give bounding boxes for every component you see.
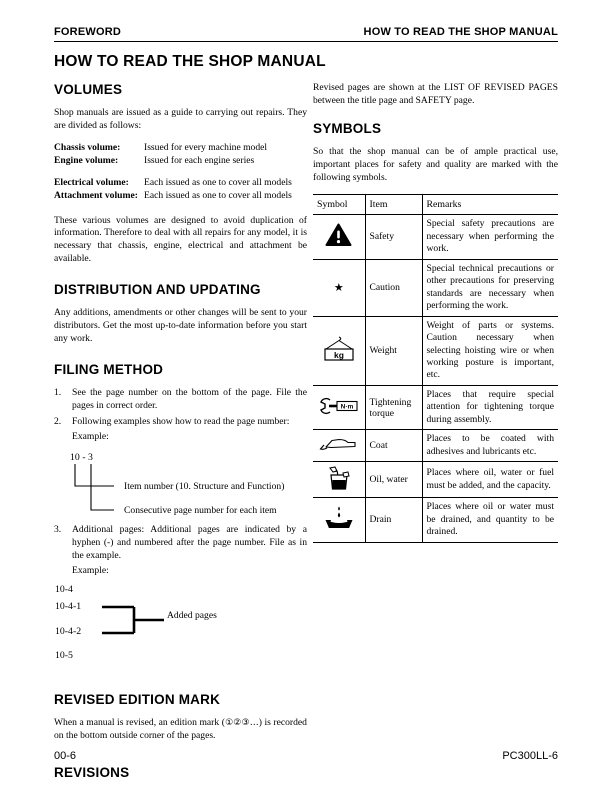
step-number: 3. [54,524,62,536]
revised-pages-note: Revised pages are shown at the LIST OF REVISED PAGES between the title page and SAFETY page. [313,82,558,106]
step-number: 1. [54,387,62,399]
revised-edition-mark-body [54,717,307,743]
diagram-line [75,464,114,486]
volume-row-electrical [54,177,307,190]
table-row-caution [313,259,558,316]
filing-heading: FILING METHOD [54,362,164,378]
running-footer [54,750,558,762]
remarks-column-header: Remarks [422,195,558,215]
step-text: Following examples show how to read the page number: [72,415,290,427]
safety-triangle-icon [325,223,352,247]
table-cell-item: Safety [365,215,422,259]
symbols-table-header-row [313,195,558,215]
table-cell-item: Oil, water [365,462,422,498]
example1-code: 10 - 3 [70,452,93,464]
filing-step-1 [54,387,307,412]
page-number-diagram [54,448,307,520]
table-cell-item: Coat [365,430,422,462]
example1-item-number-label: Item number (10. Structure and Function) [124,481,285,493]
volumes-heading: VOLUMES [54,82,123,97]
added-pages-label: Added pages [167,610,217,622]
distribution-body: Any additions, amendments or other changes will be sent to your distributors. Get the most up-to-date information before you start any work. [54,307,307,344]
volume-label: Chassis volume: [54,142,121,154]
table-cell-remarks: Places that require special attention for tightening torque during assembly. [422,385,558,429]
volume-label: Engine volume: [54,155,119,167]
table-row-drain [313,498,558,542]
body-text: ) is recorded on the bottom outside corner of the pages. [54,717,307,742]
example1-page-number-label: Consecutive page number for each item [124,505,277,517]
filing-steps [54,387,307,428]
volumes-intro: Shop manuals are issued as a guide to carrying out repairs. They are divided as follows: [54,107,307,131]
table-row-coat [313,430,558,462]
filing-steps-cont [54,524,307,562]
page-title: HOW TO READ THE SHOP MANUAL [54,53,326,70]
coat-icon [319,436,359,452]
header-right-label: HOW TO READ THE SHOP MANUAL [363,26,558,38]
volume-label: Electrical volume: [54,177,129,188]
table-cell-remarks: Places to be coated with adhesives and lubricants etc. [422,430,558,462]
table-row-oil-water [313,462,558,498]
revised-edition-mark-heading: REVISED EDITION MARK [54,692,221,708]
volume-list [54,142,307,202]
footer-page-number: 00-6 [54,750,77,762]
left-column [54,82,307,780]
kg-label: kg [333,350,344,361]
volumes-outro: These various volumes are designed to avoid duplication of information. Therefore to deal with all repairs for any model, it is necessary that chassis, engine, electrical and attachment be available. [54,214,307,264]
step-text: Additional pages: Additional pages are indicated by a hyphen (-) and numbered after the page number. File as in the example. [72,524,307,561]
oil-water-icon [327,465,351,491]
table-cell-item: Drain [365,498,422,542]
volume-row-engine [54,155,307,168]
table-cell-remarks: Weight of parts or systems. Caution necessary when selecting hoisting wire or when working posture is important, etc. [422,316,558,385]
step-text: See the page number on the bottom of the page. File the pages in correct order. [72,387,307,411]
distribution-heading: DISTRIBUTION AND UPDATING [54,282,261,298]
nm-label: N·m [340,403,354,411]
page-code: 10-4-2 [55,626,82,638]
table-row-safety [313,215,558,259]
table-row-weight [313,316,558,385]
running-header [54,26,558,42]
diagram-line [91,464,114,510]
volume-desc: Issued for every machine model [144,142,268,154]
page-code: 10-4-1 [55,601,82,613]
volume-desc: Issued for each engine series [144,155,255,167]
volume-row-attachment [54,190,307,203]
bracket-line [102,607,164,633]
footer-model-code: PC300LL-6 [502,750,558,762]
table-cell-remarks: Places where oil or water must be drained, and quantity to be drained. [422,498,558,542]
step-number: 2. [54,415,62,427]
table-cell-remarks: Special technical precautions or other precautions for preserving standards are necessary when performing the work. [422,259,558,316]
volume-label: Attachment volume: [54,189,138,201]
header-left-label: FOREWORD [54,26,121,38]
symbols-heading: SYMBOLS [313,121,382,137]
table-cell-item: Weight [365,316,422,385]
weight-kg-icon [320,335,358,363]
filing-step-2 [54,416,307,429]
torque-wrench-icon [318,396,360,416]
drain-icon [324,505,354,531]
added-pages-bracket [100,600,166,644]
table-row-torque [313,385,558,429]
volume-row-chassis [54,142,307,155]
table-cell-remarks: Places where oil, water or fuel must be added, and the capacity. [422,462,558,498]
right-column [313,82,558,543]
example2-label: Example: [72,565,109,577]
table-cell-item: Caution [365,259,422,316]
filing-step-3 [54,524,307,562]
item-column-header: Item [365,195,422,215]
body-text: When a manual is revised, an edition mark ( [54,717,225,729]
caution-star-icon: ★ [333,282,344,295]
table-cell-item: Tightening torque [365,385,422,429]
page-code: 10-5 [55,650,73,662]
volume-desc: Each issued as one to cover all models [144,177,292,188]
page-code: 10-4 [55,584,73,596]
volume-desc: Each issued as one to cover all models [144,189,292,201]
example1-label: Example: [72,431,109,443]
symbol-column-header: Symbol [313,195,365,215]
revisions-heading: REVISIONS [54,764,130,780]
added-pages-diagram [54,584,307,680]
symbols-table [313,194,558,542]
symbols-intro: So that the shop manual can be of ample practical use, important places for safety and quality are marked with the following symbols. [313,146,558,183]
table-cell-remarks: Special safety precautions are necessary when performing the work. [422,215,558,259]
edition-mark-glyphs: ①②③… [224,718,259,729]
